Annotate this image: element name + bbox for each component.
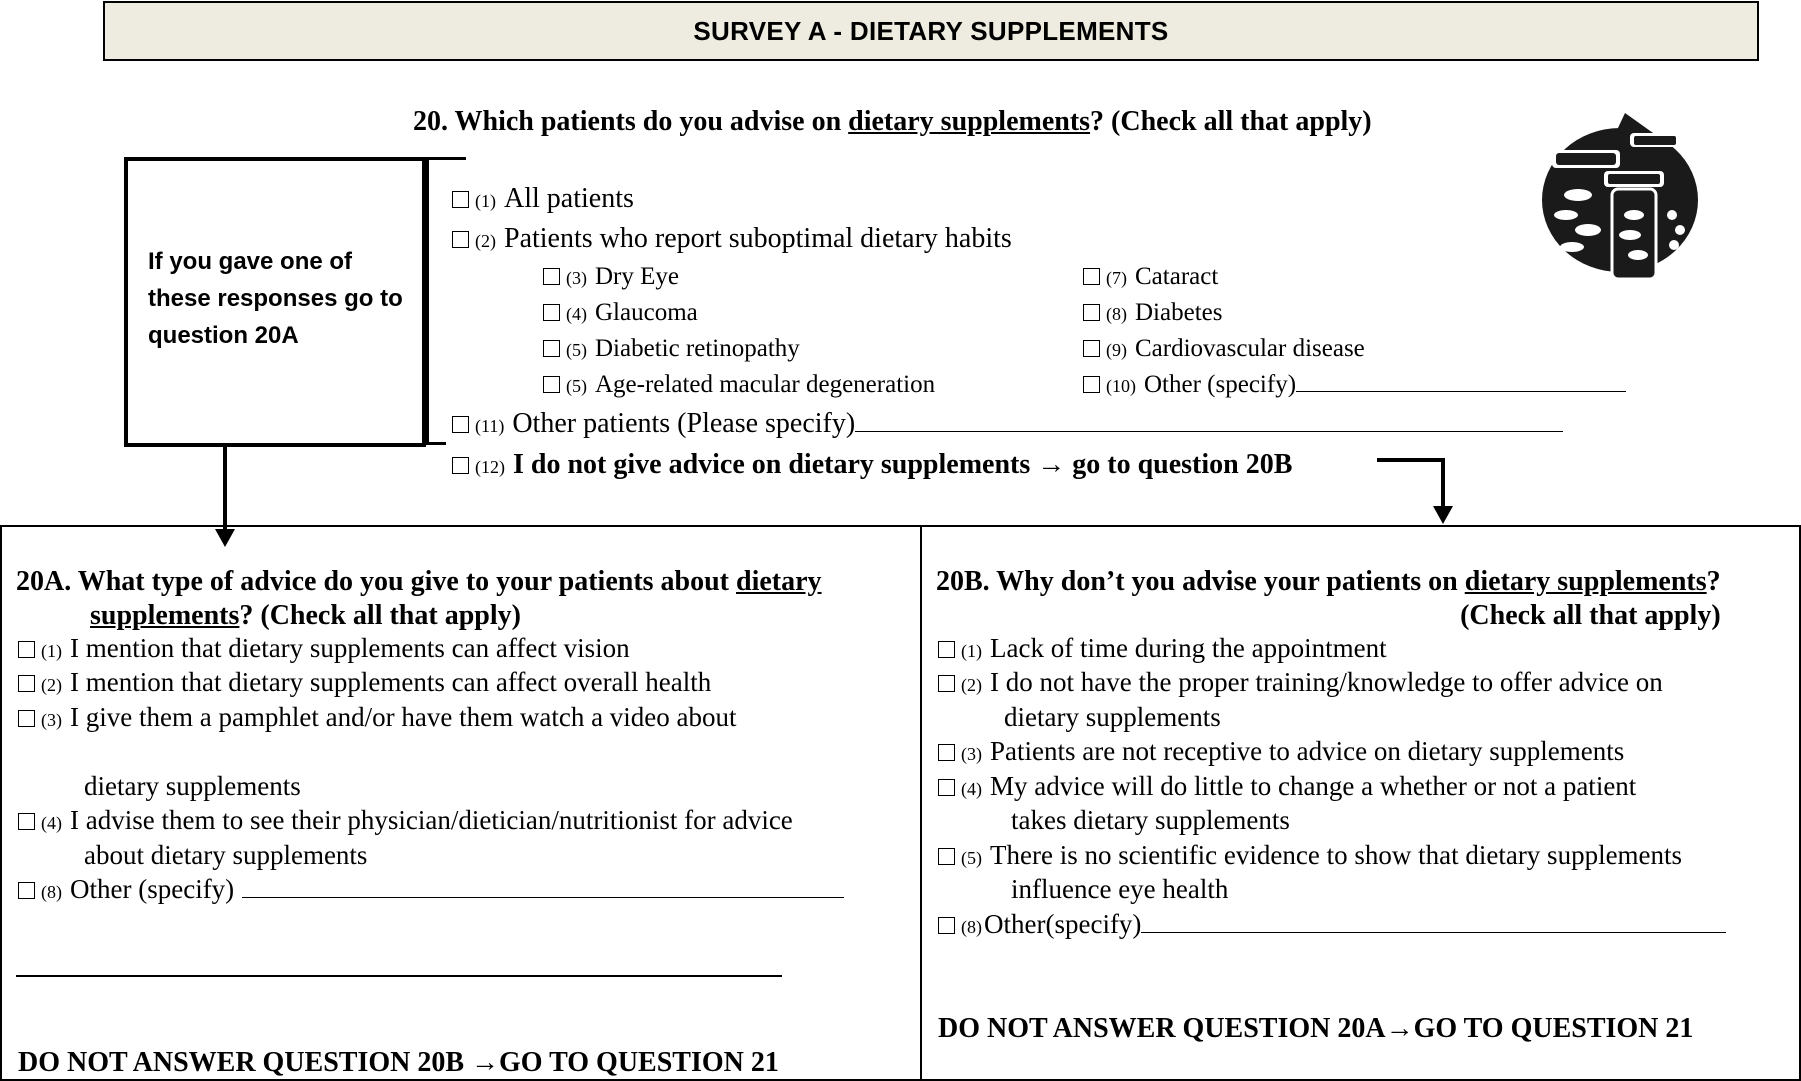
option-label: Patients are not receptive to advice on dietary supplements xyxy=(990,736,1625,766)
option-number: (8) xyxy=(41,882,62,902)
q20a-other-specify-line-2[interactable] xyxy=(16,975,782,977)
option-label: Age-related macular degeneration xyxy=(595,371,936,398)
q20b-title-suffix: ? xyxy=(1706,566,1721,597)
option-number: (12) xyxy=(475,457,505,477)
q20b-title-line2: (Check all that apply) xyxy=(1460,600,1721,631)
checkbox[interactable] xyxy=(1083,304,1100,321)
option-number: (4) xyxy=(566,304,587,324)
option-number: (11) xyxy=(475,416,505,436)
q20-option-5a[interactable] xyxy=(543,335,800,363)
checkbox[interactable] xyxy=(938,641,955,658)
q20a-title-underlined-2: supplements xyxy=(90,600,240,631)
option-number: (7) xyxy=(1106,268,1127,288)
checkbox[interactable] xyxy=(18,641,35,658)
option-label: Patients who report suboptimal dietary habits xyxy=(504,223,1012,254)
option-number: (2) xyxy=(41,675,62,695)
checkbox[interactable] xyxy=(543,340,560,357)
q20-title-suffix: ? (Check all that apply) xyxy=(1090,106,1372,137)
checkbox[interactable] xyxy=(938,917,955,934)
option-number: (3) xyxy=(41,710,62,730)
q20-option-10[interactable] xyxy=(1083,371,1626,399)
survey-title: SURVEY A - DIETARY SUPPLEMENTS xyxy=(693,15,1169,46)
checkbox[interactable] xyxy=(938,779,955,796)
checkbox[interactable] xyxy=(938,848,955,865)
q20a-item-8[interactable] xyxy=(18,874,844,905)
q20a-item-3[interactable] xyxy=(18,702,737,733)
option-number: (4) xyxy=(41,813,62,833)
arrow-to-20a-shaft xyxy=(223,447,227,529)
option-number: (4) xyxy=(961,779,982,799)
checkbox[interactable] xyxy=(452,191,469,208)
option-number: (1) xyxy=(961,641,982,661)
q20b-footer: DO NOT ANSWER QUESTION 20A→GO TO QUESTION 21 xyxy=(938,1013,1694,1044)
checkbox[interactable] xyxy=(452,416,469,433)
q20a-item-3-continued: dietary supplements xyxy=(84,771,301,801)
q20-option-12[interactable] xyxy=(452,449,1292,481)
q20b-title-underlined: dietary supplements xyxy=(1464,566,1707,597)
option-label: I give them a pamphlet and/or have them watch a video about xyxy=(70,702,737,732)
option-number: (9) xyxy=(1106,340,1127,360)
option-label: Diabetes xyxy=(1135,299,1223,326)
option-number: (1) xyxy=(41,641,62,661)
redirect-text: If you gave one of these responses go to question 20A xyxy=(148,248,403,349)
checkbox[interactable] xyxy=(452,457,469,474)
option-number: (8) xyxy=(961,917,982,937)
checkbox[interactable] xyxy=(18,675,35,692)
bracket-bottom-line xyxy=(424,442,446,445)
q20a-title-suffix: ? (Check all that apply) xyxy=(239,600,521,631)
option-number: (1) xyxy=(475,191,496,211)
q20-option-4[interactable] xyxy=(543,299,698,327)
option-number: (2) xyxy=(961,675,982,695)
option-label: I do not have the proper training/knowledge to offer advice on xyxy=(990,667,1663,697)
q20-title-underlined: dietary supplements xyxy=(848,106,1091,137)
checkbox[interactable] xyxy=(452,231,469,248)
question-20b-title xyxy=(936,565,1721,633)
checkbox[interactable] xyxy=(18,710,35,727)
supplement-bottles-icon xyxy=(1530,105,1710,285)
q20a-footer: DO NOT ANSWER QUESTION 20B →GO TO QUESTION 21 xyxy=(18,1047,779,1078)
option-number: (2) xyxy=(475,231,496,251)
option-number: (5) xyxy=(566,340,587,360)
question-20a-title xyxy=(16,565,822,633)
option-label: Other (specify) xyxy=(70,874,235,904)
option-number: (3) xyxy=(566,268,587,288)
q20a-item-1[interactable] xyxy=(18,633,630,664)
q20-title-prefix: 20. Which patients do you advise on xyxy=(413,106,849,137)
option-label: All patients xyxy=(504,183,634,214)
arrow-to-20b-shaft xyxy=(1441,458,1445,506)
checkbox[interactable] xyxy=(543,304,560,321)
option-label: Dry Eye xyxy=(595,263,679,290)
option-number: (5) xyxy=(566,376,587,396)
q20b-item-2[interactable] xyxy=(938,667,1663,698)
option-label: There is no scientific evidence to show that dietary supplements xyxy=(990,840,1683,870)
q20a-title-prefix: 20A. What type of advice do you give to your patients about xyxy=(16,566,737,597)
q20a-item-4[interactable] xyxy=(18,805,793,836)
q20-other-patients-field[interactable] xyxy=(855,411,1563,432)
panel-20a xyxy=(0,525,924,1081)
q20-option-9[interactable] xyxy=(1083,335,1365,363)
question-20-title xyxy=(413,106,1372,138)
q20-option-7[interactable] xyxy=(1083,263,1218,291)
option-label: I mention that dietary supplements can affect overall health xyxy=(70,667,712,697)
q20b-other-specify-field[interactable] xyxy=(1141,912,1726,933)
q20a-item-4-continued: about dietary supplements xyxy=(84,840,368,870)
arrow-to-20b-horizontal xyxy=(1377,458,1443,462)
redirect-box xyxy=(124,157,426,447)
option-number: (3) xyxy=(961,744,982,764)
q20b-item-4-continued: takes dietary supplements xyxy=(1011,805,1290,835)
q20b-item-2-continued: dietary supplements xyxy=(1004,702,1221,732)
checkbox[interactable] xyxy=(18,813,35,830)
option-label: I advise them to see their physician/dietician/nutritionist for advice xyxy=(70,805,793,835)
q20b-item-3[interactable] xyxy=(938,736,1624,767)
checkbox[interactable] xyxy=(543,268,560,285)
checkbox[interactable] xyxy=(1083,376,1100,393)
q20b-item-5-continued: influence eye health xyxy=(1011,874,1229,904)
q20a-item-2[interactable] xyxy=(18,667,711,698)
bracket-side-line xyxy=(426,157,429,444)
panel-20b xyxy=(920,525,1801,1081)
option-label: My advice will do little to change a whether or not a patient xyxy=(990,771,1637,801)
option-number: (8) xyxy=(1106,304,1127,324)
option-label: Cataract xyxy=(1135,263,1219,290)
q20a-other-specify-field[interactable] xyxy=(242,877,844,898)
arrow-to-20b-head xyxy=(1433,506,1453,524)
checkbox[interactable] xyxy=(938,744,955,761)
option-number: (5) xyxy=(961,848,982,868)
q20b-title-prefix: 20B. Why don’t you advise your patients on xyxy=(936,566,1465,597)
q20-option-5b[interactable] xyxy=(543,371,935,399)
q20-other-specify-field[interactable] xyxy=(1296,371,1626,392)
q20-option-3[interactable] xyxy=(543,263,679,291)
option-label: Diabetic retinopathy xyxy=(595,335,800,362)
checkbox[interactable] xyxy=(1083,268,1100,285)
option-label: Lack of time during the appointment xyxy=(990,633,1387,663)
q20a-title-underlined-1: dietary xyxy=(736,566,822,597)
option-label: Glaucoma xyxy=(595,299,698,326)
option-label: Other(specify) xyxy=(984,909,1142,939)
q20b-item-5[interactable] xyxy=(938,840,1682,871)
q20-option-11[interactable] xyxy=(452,408,1563,440)
checkbox[interactable] xyxy=(18,882,35,899)
checkbox[interactable] xyxy=(938,675,955,692)
bracket-top-line xyxy=(424,157,466,160)
survey-title-box xyxy=(103,1,1759,61)
q20-option-2[interactable] xyxy=(452,223,1012,255)
q20b-item-4[interactable] xyxy=(938,771,1636,802)
q20b-item-1[interactable] xyxy=(938,633,1387,664)
q20-option-1[interactable] xyxy=(452,183,634,215)
option-label: I do not give advice on dietary supplements → go to question 20B xyxy=(513,449,1293,480)
q20b-item-8[interactable] xyxy=(938,909,1726,940)
checkbox[interactable] xyxy=(543,376,560,393)
option-label: Other (specify) xyxy=(1144,371,1297,398)
option-label: Other patients (Please specify) xyxy=(512,408,856,439)
option-label: Cardiovascular disease xyxy=(1135,335,1365,362)
option-number: (10) xyxy=(1106,376,1136,396)
option-label: I mention that dietary supplements can affect vision xyxy=(70,633,630,663)
q20-option-8[interactable] xyxy=(1083,299,1222,327)
checkbox[interactable] xyxy=(1083,340,1100,357)
